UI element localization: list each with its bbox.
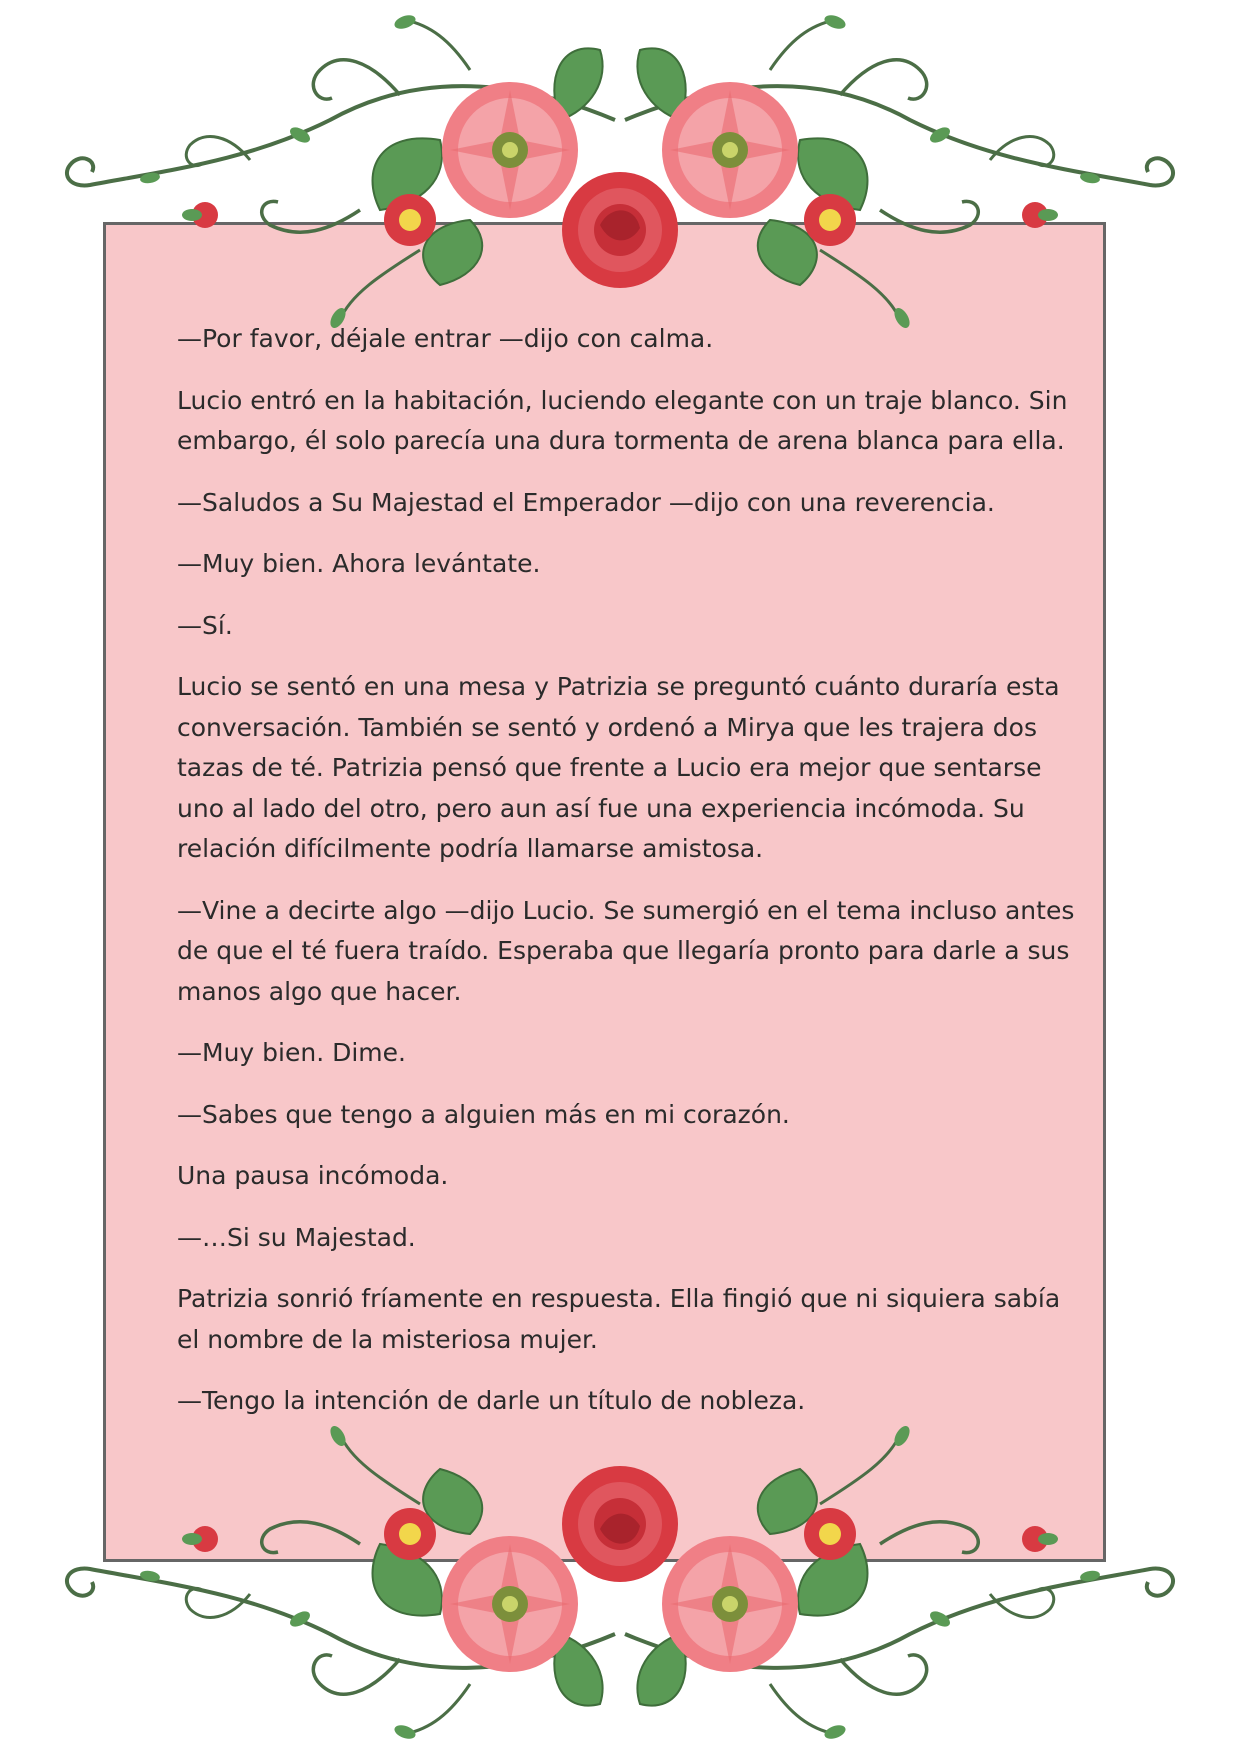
floral-garland-icon (0, 1414, 1240, 1754)
paragraph: —…Si su Majestad. (177, 1222, 416, 1252)
paragraph: —Muy bien. Ahora levántate. (177, 549, 541, 578)
paragraph: —Tengo la intención de darle un título de nobleza. (177, 1386, 806, 1415)
paragraph: Patrizia sonrió fríamente en respuesta. Ella fingió que ni siquiera sabía el nombre de la misteriosa mujer. (177, 1284, 1061, 1354)
paragraph: —Vine a decirte algo —dijo Lucio. Se sumergió en el tema incluso antes de que el té fuera traído. Esperaba que llegaría pronto para darle a sus manos algo que hacer. (177, 895, 1075, 1006)
paragraph: —Muy bien. Dime. (177, 1038, 406, 1067)
paragraph: Una pausa incómoda. (177, 1161, 449, 1190)
paragraph: —Por favor, déjale entrar —dijo con calma. (177, 324, 714, 353)
paragraph: —Sabes que tengo a alguien más en mi corazón. (177, 1099, 790, 1129)
paragraph: —Sí. (177, 610, 233, 640)
story-text (177, 319, 1082, 1443)
paragraph: —Saludos a Su Majestad el Emperador —dijo con una reverencia. (177, 487, 995, 517)
floral-garland-icon (0, 0, 1240, 340)
paragraph: Lucio entró en la habitación, luciendo elegante con un traje blanco. Sin embargo, él solo parecía una dura tormenta de arena blanca para ella. (177, 385, 1068, 455)
paragraph: Lucio se sentó en una mesa y Patrizia se preguntó cuánto duraría esta conversación. También se sentó y ordenó a Mirya que les trajera dos tazas de té. Patrizia pensó que frente a Lucio era mejor que sentarse uno al lado del otro, pero aun así fue una experiencia incómoda. Su relación difícilmente podría llamarse amistosa. (177, 672, 1060, 863)
